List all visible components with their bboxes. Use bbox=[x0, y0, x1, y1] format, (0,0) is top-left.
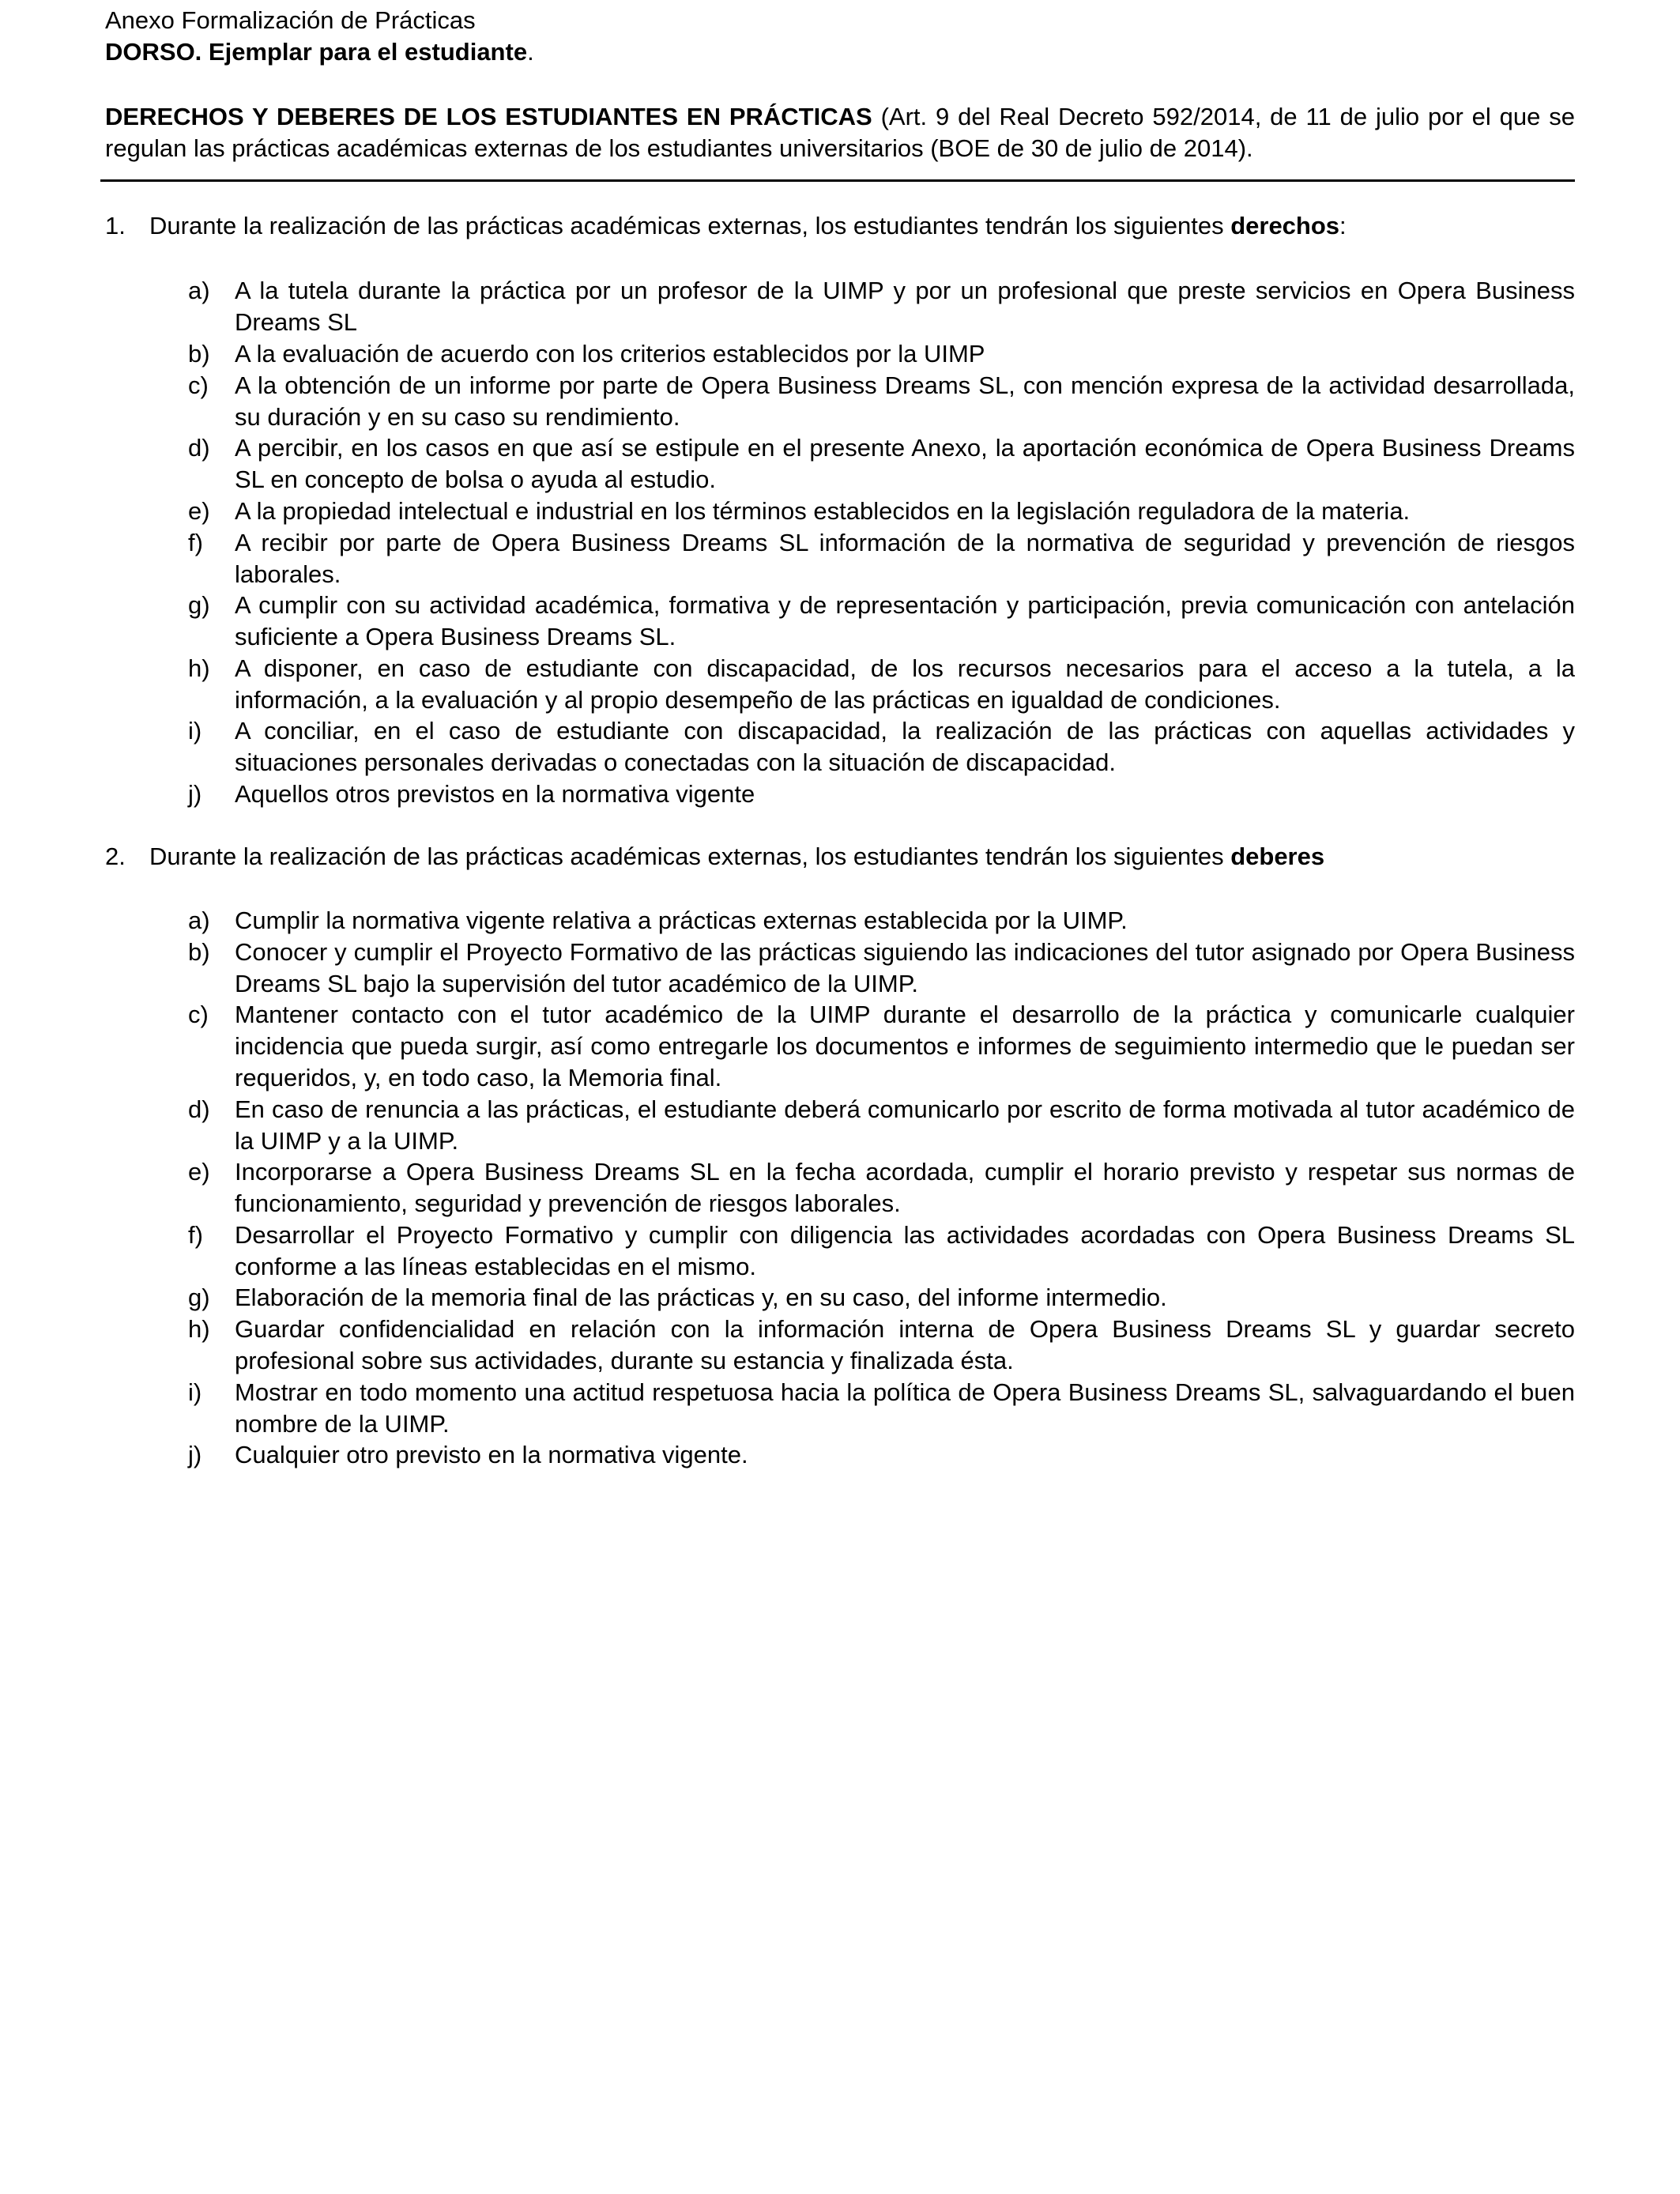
item-label: h) bbox=[188, 1315, 210, 1343]
header-subtitle-end: . bbox=[527, 38, 534, 66]
item-text: A disponer, en caso de estudiante con discapacidad, de los recursos necesarios para el acceso a la tutela, a la información, a la evaluación y al propio desempeño de las prácticas en igualdad de condiciones. bbox=[235, 654, 1575, 714]
item-label: e) bbox=[188, 1158, 210, 1186]
section-2-text: Durante la realización de las prácticas académicas externas, los estudiantes tendrán los siguientes bbox=[149, 843, 1231, 870]
item-label: g) bbox=[188, 1284, 210, 1311]
item-text: A cumplir con su actividad académica, formativa y de representación y participación, previa comunicación con antelación suficiente a Opera Business Dreams SL. bbox=[235, 591, 1575, 650]
item-label: f) bbox=[188, 1221, 203, 1249]
item-text: A percibir, en los casos en que así se estipule en el presente Anexo, la aportación económica de Opera Business Dreams SL en concepto de bolsa o ayuda al estudio. bbox=[235, 434, 1575, 493]
item-text: Conocer y cumplir el Proyecto Formativo de las prácticas siguiendo las indicaciones del tutor asignado por Opera Business Dreams SL bajo la supervisión del tutor académico de la UIMP. bbox=[235, 938, 1575, 997]
item-text: A recibir por parte de Opera Business Dreams SL información de la normativa de seguridad y prevención de riesgos laborales. bbox=[235, 529, 1575, 588]
item-text: Cumplir la normativa vigente relativa a prácticas externas establecida por la UIMP. bbox=[235, 907, 1128, 934]
item-text: A la obtención de un informe por parte de Opera Business Dreams SL, con mención expresa de la actividad desarrollada, su duración y en su caso su rendimiento. bbox=[235, 371, 1575, 431]
item-label: d) bbox=[188, 1095, 210, 1123]
section-2-title bbox=[105, 841, 1324, 873]
heading-divider bbox=[100, 179, 1575, 182]
section-1-title bbox=[105, 210, 1347, 242]
item-label: b) bbox=[188, 340, 210, 368]
section-2-number: 2. bbox=[105, 843, 126, 870]
section-heading-rest: (Art. 9 del Real Decreto 592/2014, de 11 de julio por el que se regulan las prácticas académicas externas de los estudiantes universitarios (BOE de 30 de julio de 2014). bbox=[105, 103, 1575, 162]
item-label: a) bbox=[188, 907, 210, 934]
item-text: Incorporarse a Opera Business Dreams SL en la fecha acordada, cumplir el horario previsto y respetar sus normas de funcionamiento, seguridad y prevención de riesgos laborales. bbox=[235, 1158, 1575, 1217]
item-text: Elaboración de la memoria final de las prácticas y, en su caso, del informe intermedio. bbox=[235, 1284, 1167, 1311]
item-text: A la propiedad intelectual e industrial en los términos establecidos en la legislación reguladora de la materia. bbox=[235, 497, 1411, 525]
item-text: A conciliar, en el caso de estudiante con discapacidad, la realización de las prácticas con aquellas actividades y situaciones personales derivadas o conectadas con la situación de discapacidad. bbox=[235, 717, 1575, 776]
item-label: g) bbox=[188, 591, 210, 619]
item-text: Desarrollar el Proyecto Formativo y cumplir con diligencia las actividades acordadas con Opera Business Dreams SL conforme a las líneas establecidas en el mismo. bbox=[235, 1221, 1575, 1280]
section-1-bold: derechos bbox=[1230, 212, 1340, 239]
item-label: i) bbox=[188, 1378, 202, 1406]
section-heading-bold: DERECHOS Y DEBERES DE LOS ESTUDIANTES EN PRÁCTICAS bbox=[105, 103, 872, 130]
section-2-bold: deberes bbox=[1230, 843, 1325, 870]
section-1-text: Durante la realización de las prácticas académicas externas, los estudiantes tendrán los siguientes bbox=[149, 212, 1231, 239]
item-label: e) bbox=[188, 497, 210, 525]
item-text: A la evaluación de acuerdo con los criterios establecidos por la UIMP bbox=[235, 340, 985, 368]
item-text: Aquellos otros previstos en la normativa vigente bbox=[235, 780, 755, 808]
header-subtitle bbox=[105, 36, 534, 68]
section-1-end: : bbox=[1339, 212, 1347, 239]
item-text: Mantener contacto con el tutor académico de la UIMP durante el desarrollo de la práctica y comunicarle cualquier incidencia que pueda surgir, así como entregarle los documentos e informes de seguimiento intermedio que le puedan ser requeridos, y, en todo caso, la Memoria final. bbox=[235, 1001, 1575, 1091]
item-label: j) bbox=[188, 780, 202, 808]
header-title: Anexo Formalización de Prácticas bbox=[105, 6, 476, 34]
item-text: Mostrar en todo momento una actitud respetuosa hacia la política de Opera Business Dreams SL, salvaguardando el buen nombre de la UIMP. bbox=[235, 1378, 1575, 1438]
item-label: b) bbox=[188, 938, 210, 966]
item-label: c) bbox=[188, 1001, 209, 1028]
item-text: Cualquier otro previsto en la normativa vigente. bbox=[235, 1441, 748, 1468]
item-text: Guardar confidencialidad en relación con la información interna de Opera Business Dreams SL y guardar secreto profesional sobre sus actividades, durante su estancia y finalizada ésta. bbox=[235, 1315, 1575, 1374]
item-label: i) bbox=[188, 717, 202, 745]
section-1-number: 1. bbox=[105, 212, 126, 239]
item-label: j) bbox=[188, 1441, 202, 1468]
item-label: a) bbox=[188, 277, 210, 304]
item-text: A la tutela durante la práctica por un profesor de la UIMP y por un profesional que preste servicios en Opera Business Dreams SL bbox=[235, 277, 1575, 336]
item-label: d) bbox=[188, 434, 210, 462]
item-label: f) bbox=[188, 529, 203, 556]
item-text: En caso de renuncia a las prácticas, el estudiante deberá comunicarlo por escrito de forma motivada al tutor académico de la UIMP y a la UIMP. bbox=[235, 1095, 1575, 1155]
item-label: h) bbox=[188, 654, 210, 682]
section-heading bbox=[105, 101, 1575, 164]
item-label: c) bbox=[188, 371, 209, 399]
header-subtitle-bold: DORSO. Ejemplar para el estudiante bbox=[105, 38, 528, 66]
